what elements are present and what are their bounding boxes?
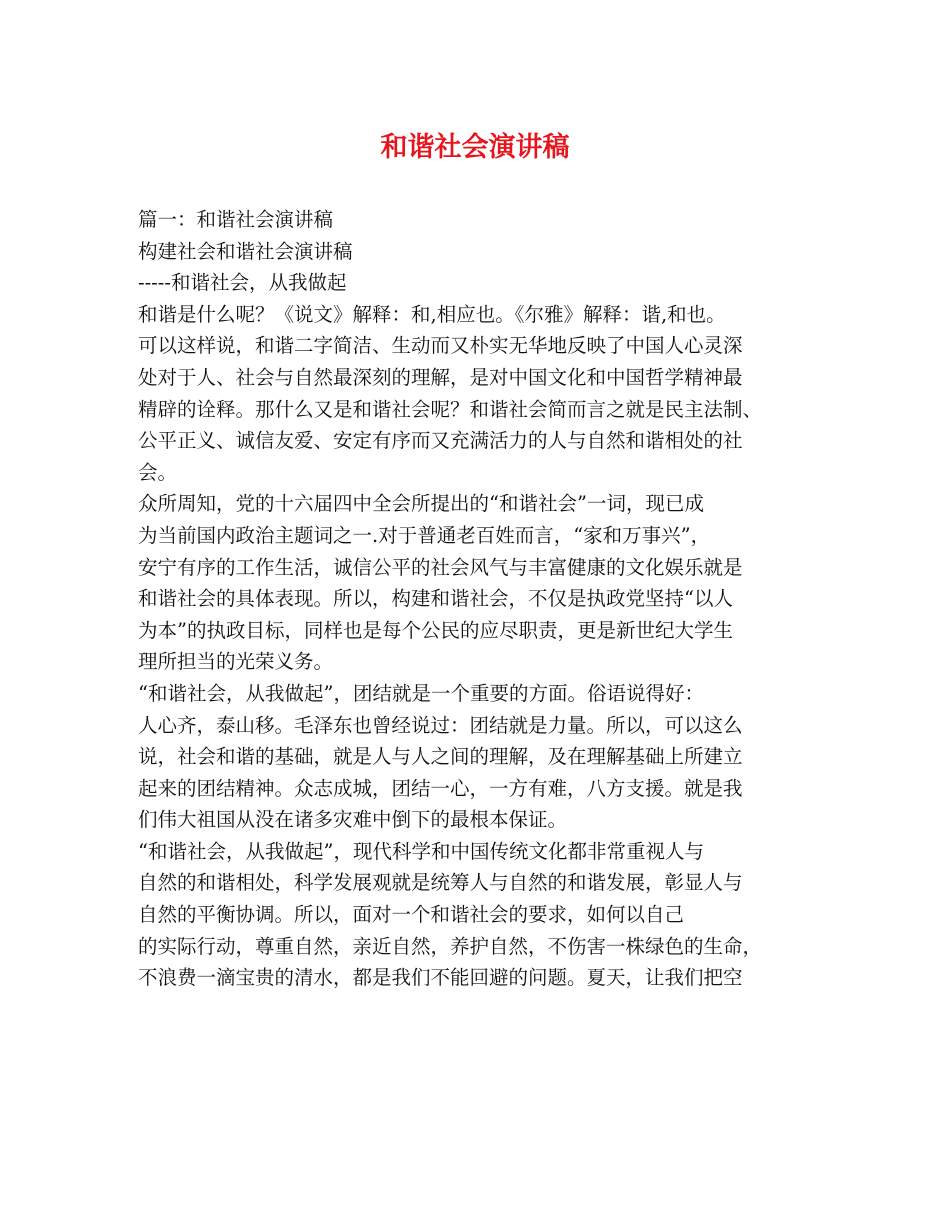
text-line: 起来的团结精神。众志成城，团结一心，一方有难，八方支援。就是我 bbox=[138, 776, 743, 800]
text-line: 不浪费一滴宝贵的清水，都是我们不能回避的问题。夏天，让我们把空 bbox=[138, 966, 743, 990]
text-line: 为本”的执政目标，同样也是每个公民的应尽职责，更是新世纪大学生 bbox=[138, 618, 733, 642]
text-line: 人心齐，泰山移。毛泽东也曾经说过：团结就是力量。所以，可以这么 bbox=[138, 713, 743, 737]
text-line: 自然的和谐相处，科学发展观就是统筹人与自然的和谐发展，彰显人与 bbox=[138, 871, 743, 895]
text-line: 说，社会和谐的基础，就是人与人之间的理解，及在理解基础上所建立 bbox=[138, 745, 743, 769]
text-line: 和谐社会的具体表现。所以，构建和谐社会，不仅是执政党坚持“以人 bbox=[138, 587, 733, 611]
text-line: 可以这样说，和谐二字简洁、生动而又朴实无华地反映了中国人心灵深 bbox=[138, 334, 743, 358]
text-line: 理所担当的光荣义务。 bbox=[138, 650, 334, 674]
text-line: 处对于人、社会与自然最深刻的理解，是对中国文化和中国哲学精神最 bbox=[138, 365, 743, 389]
text-line: 为当前国内政治主题词之一.对于普通老百姓而言，“家和万事兴”， bbox=[138, 523, 711, 547]
text-line: 安宁有序的工作生活，诚信公平的社会风气与丰富健康的文化娱乐就是 bbox=[138, 555, 743, 579]
document-title: 和谐社会演讲稿 bbox=[380, 132, 570, 163]
text-line: 和谐是什么呢？《说文》解释：和,相应也。《尔雅》解释：谐,和也。 bbox=[138, 302, 726, 326]
text-line: 篇一：和谐社会演讲稿 bbox=[138, 208, 334, 231]
document-body bbox=[138, 204, 838, 994]
text-line: 自然的平衡协调。所以，面对一个和谐社会的要求，如何以自己 bbox=[138, 903, 685, 927]
text-line: 公平正义、诚信友爱、安定有序而又充满活力的人与自然和谐相处的社 bbox=[138, 429, 743, 453]
text-line: 们伟大祖国从没在诸多灾难中倒下的最根本保证。 bbox=[138, 808, 568, 832]
text-line: 会。 bbox=[138, 460, 178, 484]
text-line: 精辟的诠释。那什么又是和谐社会呢？和谐社会简而言之就是民主法制、 bbox=[138, 397, 763, 421]
text-line: “和谐社会，从我做起”，现代科学和中国传统文化都非常重视人与 bbox=[138, 839, 704, 863]
text-line: 构建社会和谐社会演讲稿 bbox=[138, 239, 353, 263]
text-line: “和谐社会，从我做起”，团结就是一个重要的方面。俗语说得好： bbox=[138, 681, 704, 705]
text-line: 众所周知，党的十六届四中全会所提出的“和谐社会”一词，现已成 bbox=[138, 492, 704, 516]
text-line: -----和谐社会，从我做起 bbox=[138, 271, 347, 295]
text-line: 的实际行动，尊重自然，亲近自然，养护自然，不伤害一株绿色的生命， bbox=[138, 934, 763, 958]
